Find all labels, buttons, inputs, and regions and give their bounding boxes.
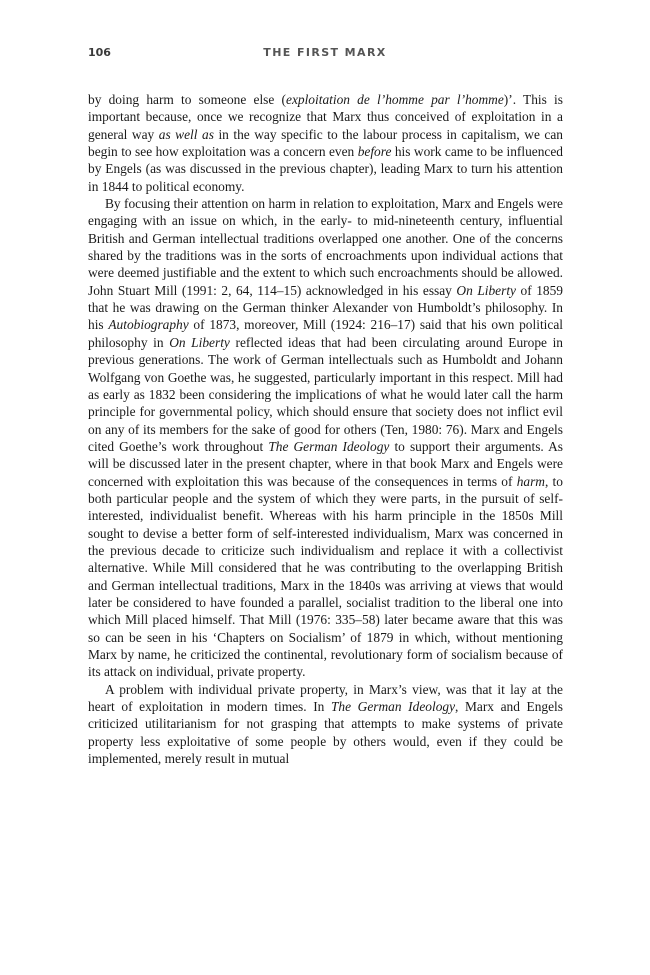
text-run: by doing harm to someone else ( [88,92,286,107]
page-number: 106 [88,46,111,59]
text-run-italic: exploitation de l’homme par l’homme [286,92,504,107]
text-run: reflected ideas that had been circulating around Europe in previous generations. The work of German intellectuals such as Humboldt and Johann Wolfgang von Goethe was, he suggested, particularly important in this respect. Mill had as early as 1832 been considering the implications of what he would later call the harm principle for governmental policy, which should ensure that society does not inflict evil on any of its members for the sake of good for others (Ten, 1980: 76). Marx and Engels cited Goethe’s work throughout [88,334,563,454]
text-run: A problem with individual private property, in Marx’s view, was that it lay at the heart of exploitation in modern times. In [88,681,563,715]
text-run-italic: before [357,144,392,160]
book-title: THE FIRST MARX [263,46,387,59]
body-text [88,91,563,767]
text-run: , Marx and Engels criticized utilitarianism for not grasping that attempts to make systems of private property less exploitative of some people by others would, even if they could be implemented, merely result in mutual [88,699,563,767]
text-run-italic: On Liberty [456,282,516,298]
text-run: to support their arguments. As will be discussed later in the present chapter, where in that book Marx and Engels were concerned with exploitation this was because of the consequences in terms of [88,438,563,489]
paragraph-3 [88,681,563,768]
text-run: )’. This is important because, once we recognize that Marx thus conceived of exploitation in a general way [88,92,563,142]
text-run: of 1859 that he was drawing on the German thinker Alexander von Humboldt’s philosophy. In his [88,282,563,333]
paragraph-2 [88,195,563,681]
text-run: his work came to be influenced by Engels (as was discussed in the previous chapter), leading Marx to turn his attention in 1844 to political economy. [88,144,564,194]
text-run-italic: harm [516,473,545,489]
text-run-italic: Autobiography [108,317,189,333]
text-run: , to both particular people and the system of which they were parts, in the pursuit of self-interested, individualist benefit. Whereas with his harm principle in the 1850s Mill sought to devise a better form of self-interested individualism, Marx was concerned in the previous decade to criticize such individualism and replace it with a collectivist alternative. While Mill considered that he was contributing to the overlapping British and German intellectual traditions, Marx in the 1840s was arriving at views that would later be considered to have founded a parallel, socialist tradition to the liberal one into which Mill placed himself. That Mill (1976: 335–58) later became aware that this was so can be seen in his ‘Chapters on Socialism’ of 1879 in which, without mentioning Marx by name, he criticized the continental, revolutionary form of socialism because of its attack on individual, private property. [88,473,563,680]
text-run-italic: On Liberty [169,334,230,350]
text-run-italic: The German Ideology [330,699,456,715]
text-run-italic: The German Ideology [268,438,390,454]
text-run: in the way specific to the labour process in capitalism, we can begin to see how exploitation was a concern even [88,126,564,160]
text-run-italic: as well as [158,126,214,142]
paragraph-1 [88,91,563,195]
running-head [88,46,562,62]
text-run: of 1873, moreover, Mill (1924: 216–17) said that his own political philosophy in [88,317,563,350]
text-run: By focusing their attention on harm in relation to exploitation, Marx and Engels were engaging with an issue on which, in the early- to mid-nineteenth century, influential British and German intellectual traditions overlapped one another. One of the concerns shared by the traditions was in the sorts of encroachments upon individual actions that were deemed justifiable and the extent to which such encroachments should be allowed. John Stuart Mill (1991: 2, 64, 114–15) acknowledged in his essay [88,196,563,298]
